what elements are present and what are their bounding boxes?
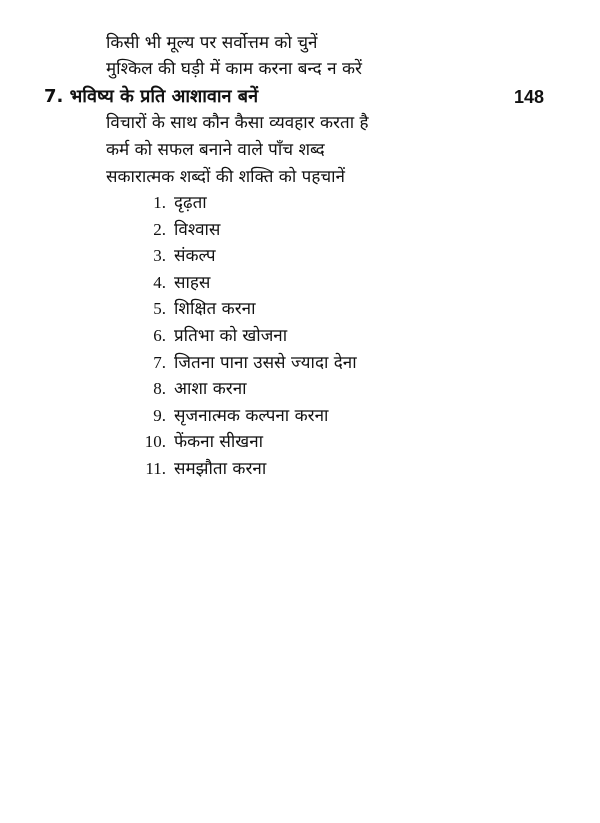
list-item (144, 217, 357, 244)
list-item (144, 350, 357, 377)
list-item-text: शिक्षित करना (174, 299, 256, 320)
list-item-text: संकल्प (174, 246, 216, 267)
list-item (144, 243, 357, 270)
list-item-text: साहस (174, 272, 211, 293)
list-item-text: जितना पाना उससे ज्यादा देना (174, 352, 357, 373)
list-item-number: 5. (153, 299, 166, 319)
list-item-number: 6. (153, 325, 166, 345)
list-item-text: सृजनात्मक कल्पना करना (174, 405, 329, 426)
list-item-text: विश्वास (174, 219, 221, 240)
list-item-number: 10. (144, 432, 166, 452)
list-item (144, 270, 357, 297)
chapter-title: 7. भविष्य के प्रति आशावान बनें (44, 86, 259, 107)
list-item-text: समझौता करना (174, 458, 267, 479)
chapter-subtopic: सकारात्मक शब्दों की शक्ति को पहचानें (106, 167, 345, 187)
list-item (144, 376, 357, 403)
list-item-number: 4. (153, 272, 166, 292)
list-item (144, 323, 357, 350)
list-item-number: 11. (145, 458, 166, 478)
list-item-number: 2. (153, 219, 166, 239)
chapter-subtopic: कर्म को सफल बनाने वाले पाँच शब्द (106, 140, 325, 160)
chapter-subtopic: विचारों के साथ कौन कैसा व्यवहार करता है (106, 113, 369, 133)
previous-chapter-line: किसी भी मूल्य पर सर्वोत्तम को चुनें (106, 33, 318, 53)
list-item-number: 1. (153, 193, 166, 212)
list-item-text: प्रतिभा को खोजना (174, 325, 288, 346)
chapter-page-number: 148 (513, 87, 544, 107)
list-item (144, 403, 357, 430)
list-item-number: 8. (153, 379, 166, 399)
previous-chapter-line: मुश्किल की घड़ी में काम करना बन्द न करें (106, 59, 362, 79)
list-item (144, 456, 357, 483)
list-item-number: 9. (153, 405, 166, 425)
list-item-text: फेंकना सीखना (174, 432, 264, 453)
positive-words-list (144, 190, 357, 483)
list-item (144, 190, 357, 217)
list-item (144, 296, 357, 323)
list-item (144, 429, 357, 456)
list-item-number: 7. (153, 352, 166, 372)
chapter-heading (44, 83, 544, 111)
list-item-text: आशा करना (174, 379, 247, 400)
list-item-text: दृढ़ता (174, 193, 207, 213)
list-item-number: 3. (153, 246, 166, 266)
